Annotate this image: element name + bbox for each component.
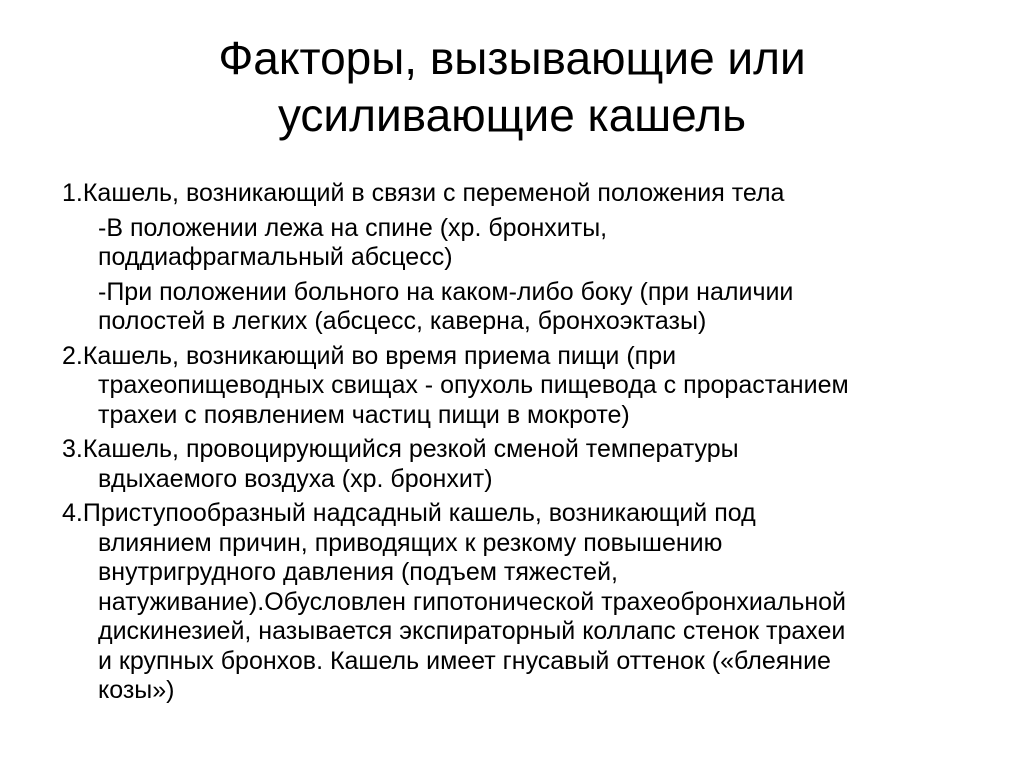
item-4-line-2: влиянием причин, приводящих к резкому повышению xyxy=(98,528,723,557)
sub-item-1-2-line-2: полостей в легких (абсцесс, каверна, бронхоэктазы) xyxy=(98,307,707,335)
item-4-line-3: внутригрудного давления (подъем тяжестей, xyxy=(98,558,618,586)
item-4-line-1: 4.Приступообразный надсадный кашель, возникающий под xyxy=(62,499,756,527)
item-4-line-4: натуживание).Обусловлен гипотонической трахеобронхиальной xyxy=(98,587,847,616)
item-3-line-2: вдыхаемого воздуха (хр. бронхит) xyxy=(98,464,493,493)
list-item-3 xyxy=(62,435,1002,494)
item-2-line-2: трахеопищеводных свищах - опухоль пищевода с прорастанием xyxy=(98,371,849,399)
sub-item-1-2-line-1: -При положении больного на каком-либо боку (при наличии xyxy=(98,277,794,306)
item-4-line-6: и крупных бронхов. Кашель имеет гнусавый оттенок («блеяние xyxy=(98,646,831,675)
list-item-1 xyxy=(62,179,1002,209)
sub-item-1-1-line-2: поддиафрагмальный абсцесс) xyxy=(98,243,453,271)
slide-title xyxy=(60,30,964,144)
sub-item-1-2 xyxy=(62,278,1002,337)
list-item-4 xyxy=(62,499,1002,706)
list-item-2 xyxy=(62,342,1002,431)
title-line-1: Факторы, вызывающие или xyxy=(218,32,806,84)
item-4-line-7: козы») xyxy=(98,676,175,704)
item-3-line-1: 3.Кашель, провоцирующийся резкой сменой температуры xyxy=(62,435,739,463)
item-2-line-3: трахеи с появлением частиц пищи в мокроте) xyxy=(98,400,630,429)
title-line-2: усиливающие кашель xyxy=(277,89,747,141)
item-4-line-5: дискинезией, называется экспираторный коллапс стенок трахеи xyxy=(98,617,846,645)
item-1-line-1: 1.Кашель, возникающий в связи с переменой положения тела xyxy=(62,179,785,207)
sub-item-1-1-line-1: -В положении лежа на спине (хр. бронхиты, xyxy=(98,213,608,242)
sub-item-1-1 xyxy=(62,214,1002,273)
item-2-line-1: 2.Кашель, возникающий во время приема пищи (при xyxy=(62,341,677,370)
slide-body xyxy=(62,179,1002,711)
